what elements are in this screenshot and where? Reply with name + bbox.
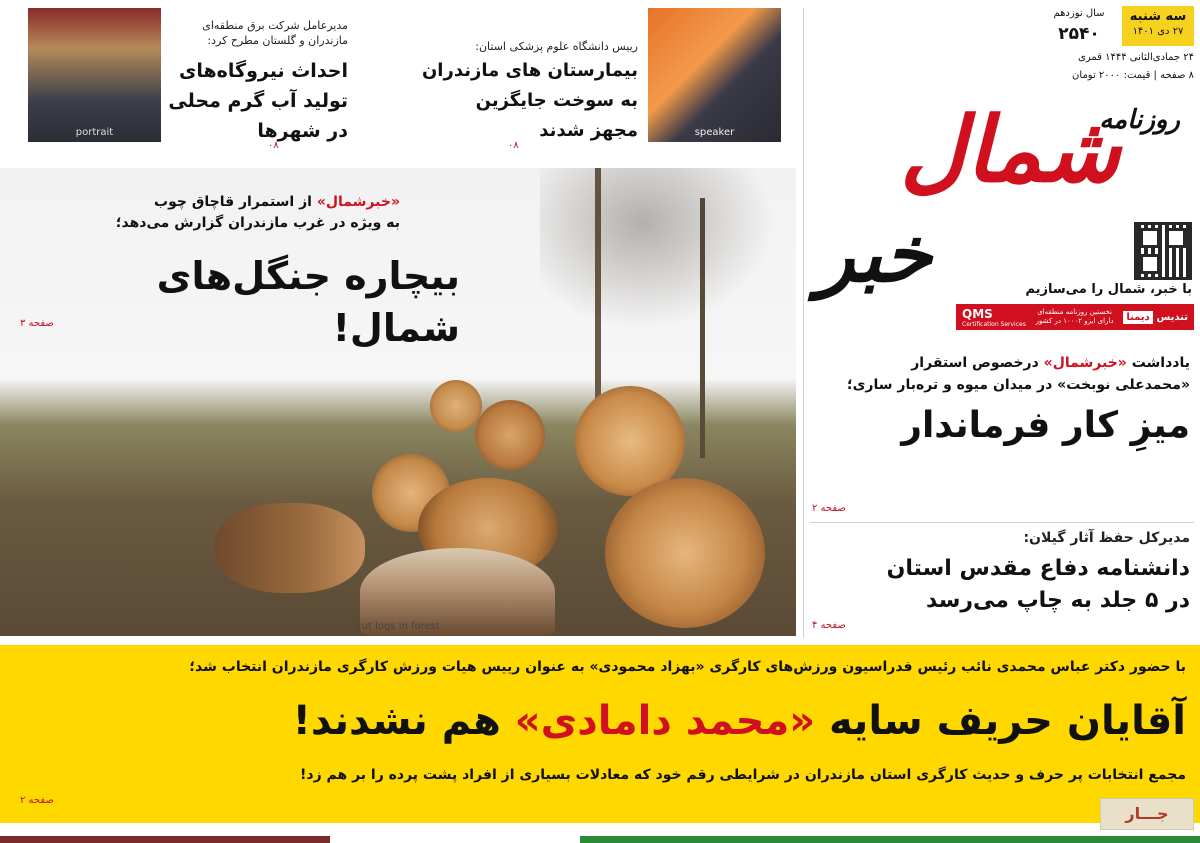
page-ref-right-note[interactable]: صفحه ۲ bbox=[812, 503, 846, 514]
right-divider-1 bbox=[810, 522, 1194, 523]
main-kicker: «خبرشمال» از استمرار قاچاق چوب به ویژه در غرب مازندران گزارش می‌دهد؛ bbox=[115, 194, 400, 231]
main-photo[interactable]: cut logs in forest bbox=[0, 168, 796, 636]
headline-top-mid-3: مجهز شدند bbox=[539, 120, 638, 141]
main-headline[interactable]: بیچاره جنگل‌های شمال! bbox=[156, 254, 460, 350]
badge-tandis: تندیس bbox=[1156, 311, 1188, 323]
headline-top-mid-2: به سوخت جایگزین bbox=[475, 90, 638, 111]
issue-number: ۲۵۴۰ bbox=[1058, 24, 1100, 44]
column-divider bbox=[803, 8, 804, 638]
right-note-kicker: یادداشت «خبرشمال» درخصوص استقرار «محمدعلی نوبخت» در میدان میوه و تره‌بار ساری؛ bbox=[847, 355, 1190, 393]
badges-row bbox=[956, 304, 1194, 330]
banner-subline: مجمع انتخابات پر حرف و حدیث کارگری استان مازندران در شرایطی رقم خود که معادلات بسیاری از افراد پشت پرده را بر هم زد! bbox=[300, 767, 1186, 783]
watermark-logo: جـــار bbox=[1100, 798, 1194, 830]
hijri-date: ۲۴ جمادی‌الثانی ۱۴۴۴ قمری bbox=[1078, 52, 1194, 63]
right-story2-kicker: مدیرکل حفظ آثار گیلان: bbox=[1023, 530, 1190, 546]
date-persian: ۲۷ دی ۱۴۰۱ bbox=[1132, 26, 1184, 37]
brand-word-shomal: شمال bbox=[900, 97, 1121, 203]
page-ref-right-story2[interactable]: صفحه ۴ bbox=[812, 620, 846, 631]
brand-word-khabar: خبر bbox=[817, 209, 932, 300]
banner-kicker: با حضور دکتر عباس محمدی نائب رئیس فدراسیون ورزش‌های کارگری «بهزاد محمودی» به عنوان رییس هیات ورزش کارگری مازندران انتخاب شد؛ bbox=[189, 659, 1186, 675]
brand-top-word: روزنامه bbox=[1099, 105, 1180, 135]
banner-headline: آقایان حریف سایه «محمد دامادی» هم نشدند! bbox=[292, 698, 1186, 744]
badge-dimna: دیمنا bbox=[1123, 311, 1152, 324]
headline-top-left-1: احداث نیروگاه‌های bbox=[178, 60, 348, 82]
right-note-headline: میزِ کار فرماندار bbox=[901, 405, 1190, 446]
log-6 bbox=[605, 478, 765, 628]
day-label: سه شنبه bbox=[1129, 9, 1187, 24]
qr-code[interactable] bbox=[1134, 222, 1192, 280]
right-story-2[interactable] bbox=[810, 530, 1200, 635]
pages-price: ۸ صفحه | قیمت: ۲۰۰۰ تومان bbox=[1072, 70, 1194, 81]
page-ref-banner[interactable]: صفحه ۲ bbox=[20, 795, 54, 806]
bottom-strip-right bbox=[580, 836, 1200, 843]
kicker-brand: «خبرشمال» bbox=[316, 194, 400, 210]
date-box bbox=[1122, 6, 1194, 46]
photo-speaker: speaker bbox=[648, 8, 781, 142]
right-story2-headline-1: دانشنامه دفاع مقدس استان bbox=[886, 556, 1190, 581]
page-ref-top-mid[interactable]: ۰۸ bbox=[508, 140, 519, 151]
headline-top-left-2: تولید آب گرم محلی bbox=[168, 90, 348, 112]
kicker-top-mid: رییس دانشگاه علوم پزشکی استان: bbox=[475, 40, 638, 53]
badge-qms: QMS Certification Services bbox=[962, 306, 1026, 328]
badge-iso-text: نخستین روزنامه منطقه‌ای دارای ایزو ۱۰۰۰۲ در کشور bbox=[1035, 308, 1114, 325]
log-7 bbox=[215, 503, 365, 593]
kicker-top-left: مدیرعامل شرکت برق منطقه‌ای مازندران و گلستان مطرح کرد: bbox=[202, 19, 348, 47]
page-ref-main[interactable]: صفحه ۳ bbox=[20, 318, 54, 329]
page-ref-top-left[interactable]: ۰۸ bbox=[268, 140, 279, 151]
top-left-story[interactable] bbox=[28, 8, 348, 158]
log-1 bbox=[430, 380, 482, 432]
log-2 bbox=[475, 400, 545, 470]
headline-top-mid-1: بیمارستان های مازندران bbox=[421, 60, 638, 81]
right-story2-headline-2: در ۵ جلد به چاپ می‌رسد bbox=[926, 588, 1190, 613]
bottom-strip-left bbox=[0, 836, 330, 843]
headline-top-left-3: در شهرها bbox=[257, 120, 348, 142]
tagline: با خبر، شمال را می‌سازیم bbox=[1025, 282, 1192, 297]
photo-portrait: portrait bbox=[28, 8, 161, 142]
yellow-banner[interactable] bbox=[0, 645, 1200, 823]
year-label: سال نوزدهم bbox=[1053, 8, 1105, 19]
right-note[interactable] bbox=[810, 352, 1200, 520]
top-mid-story[interactable] bbox=[418, 8, 781, 158]
masthead bbox=[805, 0, 1200, 345]
tree-branches bbox=[540, 168, 796, 348]
